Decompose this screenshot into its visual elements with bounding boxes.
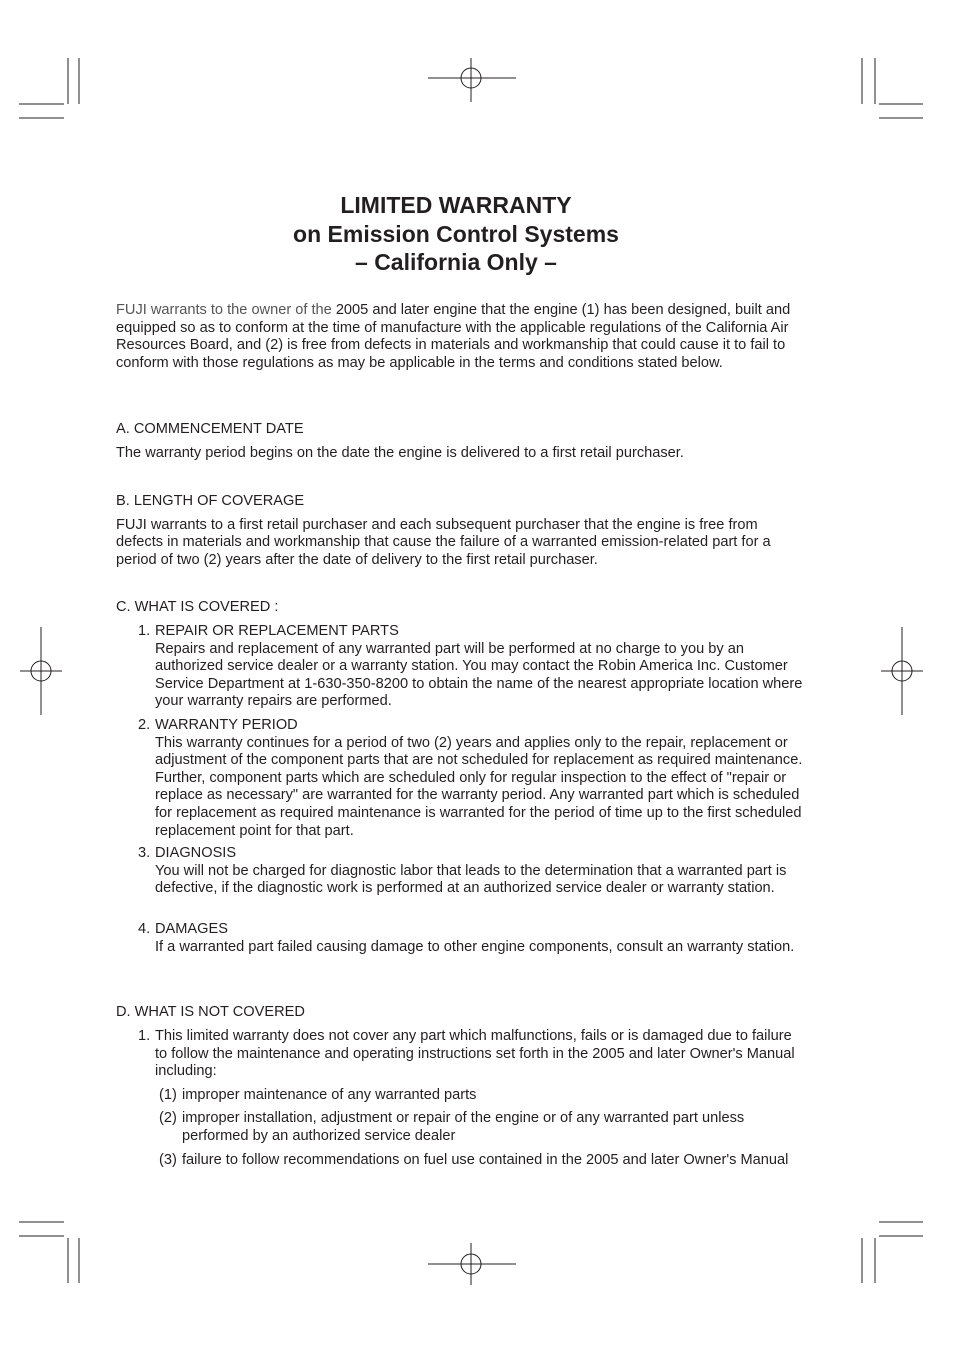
section-length-of-coverage bbox=[116, 493, 806, 569]
item-body: Repairs and replacement of any warranted part will be performed at no charge to you by an authorized service dealer or a warranty station. You may contact the Robin America Inc. Customer Service Department at 1-630-350-8200 to obtain the name of the nearest appropriate location where your warranty repairs are performed. bbox=[155, 640, 803, 710]
not-covered-subitem bbox=[159, 1110, 806, 1145]
section-commencement-date bbox=[116, 421, 806, 462]
section-heading: A. COMMENCEMENT DATE bbox=[116, 421, 304, 437]
item-number: 4. bbox=[138, 921, 151, 937]
section-body: FUJI warrants to a first retail purchaser and each subsequent purchaser that the engine is free from defects in materials and workmanship that cause the failure of a warranted emission-related part for a period of two (2) years after the date of delivery to the first retail purchaser. bbox=[116, 516, 771, 568]
item-title: WARRANTY PERIOD bbox=[155, 717, 298, 733]
subitem-number: (1) bbox=[159, 1087, 177, 1103]
covered-item bbox=[138, 717, 806, 840]
registration-mark-right bbox=[881, 627, 923, 715]
item-number: 1. bbox=[138, 623, 151, 639]
item-number: 1. bbox=[138, 1028, 151, 1044]
registration-mark-bottom bbox=[428, 1243, 516, 1285]
registration-mark-top bbox=[428, 58, 516, 102]
not-covered-subitem bbox=[159, 1152, 806, 1170]
subitem-number: (3) bbox=[159, 1152, 177, 1168]
item-number: 2. bbox=[138, 717, 151, 733]
section-body: The warranty period begins on the date the engine is delivered to a first retail purchaser. bbox=[116, 444, 684, 461]
page-title bbox=[0, 191, 912, 277]
subitem-text: improper maintenance of any warranted parts bbox=[182, 1087, 477, 1103]
registration-mark-left bbox=[20, 627, 62, 715]
item-body: If a warranted part failed causing damage to other engine components, consult an warranty station. bbox=[155, 938, 795, 955]
section-heading: D. WHAT IS NOT COVERED bbox=[116, 1004, 305, 1020]
subitem-text: failure to follow recommendations on fuel use contained in the 2005 and later Owner's Manual bbox=[182, 1152, 789, 1168]
not-covered-item bbox=[138, 1028, 806, 1081]
item-title: DAMAGES bbox=[155, 921, 228, 937]
subitem-number: (2) bbox=[159, 1110, 177, 1126]
section-what-is-covered bbox=[116, 599, 806, 617]
title-line-3: – California Only – bbox=[355, 249, 557, 275]
intro-paragraph bbox=[116, 302, 806, 372]
intro-text: 2005 and later engine that the engine (1) has been designed, built and equipped so as to conform at the time of manufacture with the applicable regulations of the California Air Resources Board, and (2) is free from defects in materials and workmanship that could cause it to fail to conform with those regulations as may be applicable in the terms and conditions stated below. bbox=[116, 302, 791, 371]
section-what-is-not-covered bbox=[116, 1004, 806, 1022]
item-number: 3. bbox=[138, 845, 151, 861]
section-heading: B. LENGTH OF COVERAGE bbox=[116, 493, 305, 509]
section-heading: C. WHAT IS COVERED : bbox=[116, 599, 279, 615]
covered-item bbox=[138, 623, 806, 711]
covered-item bbox=[138, 845, 806, 898]
title-line-1: LIMITED WARRANTY bbox=[340, 192, 572, 218]
item-title: REPAIR OR REPLACEMENT PARTS bbox=[155, 623, 399, 639]
intro-prefix: FUJI warrants to the owner of the bbox=[116, 302, 332, 318]
item-body: This warranty continues for a period of two (2) years and applies only to the repair, replacement or adjustment of the component parts that are not scheduled for replacement as required maintenance. Further, component parts which are scheduled only for regular inspection to the effect of "repair or replace as necessary" are warranted for the warranty period. Any warranted part which is scheduled for replacement as required maintenance is warranted for the period of time up to the first scheduled replacement point for that part. bbox=[155, 734, 803, 839]
title-line-2: on Emission Control Systems bbox=[293, 220, 619, 247]
item-title: DIAGNOSIS bbox=[155, 845, 237, 861]
covered-item bbox=[138, 921, 806, 956]
item-body: You will not be charged for diagnostic labor that leads to the determination that a warranted part is defective, if the diagnostic work is performed at an authorized service dealer or warranty station. bbox=[155, 862, 787, 897]
subitem-text: improper installation, adjustment or repair of the engine or of any warranted part unless performed by an authorized service dealer bbox=[182, 1110, 745, 1144]
not-covered-subitem bbox=[159, 1087, 806, 1105]
item-body: This limited warranty does not cover any part which malfunctions, fails or is damaged due to failure to follow the maintenance and operating instructions set forth in the 2005 and later Owner's Manual including: bbox=[155, 1028, 795, 1080]
